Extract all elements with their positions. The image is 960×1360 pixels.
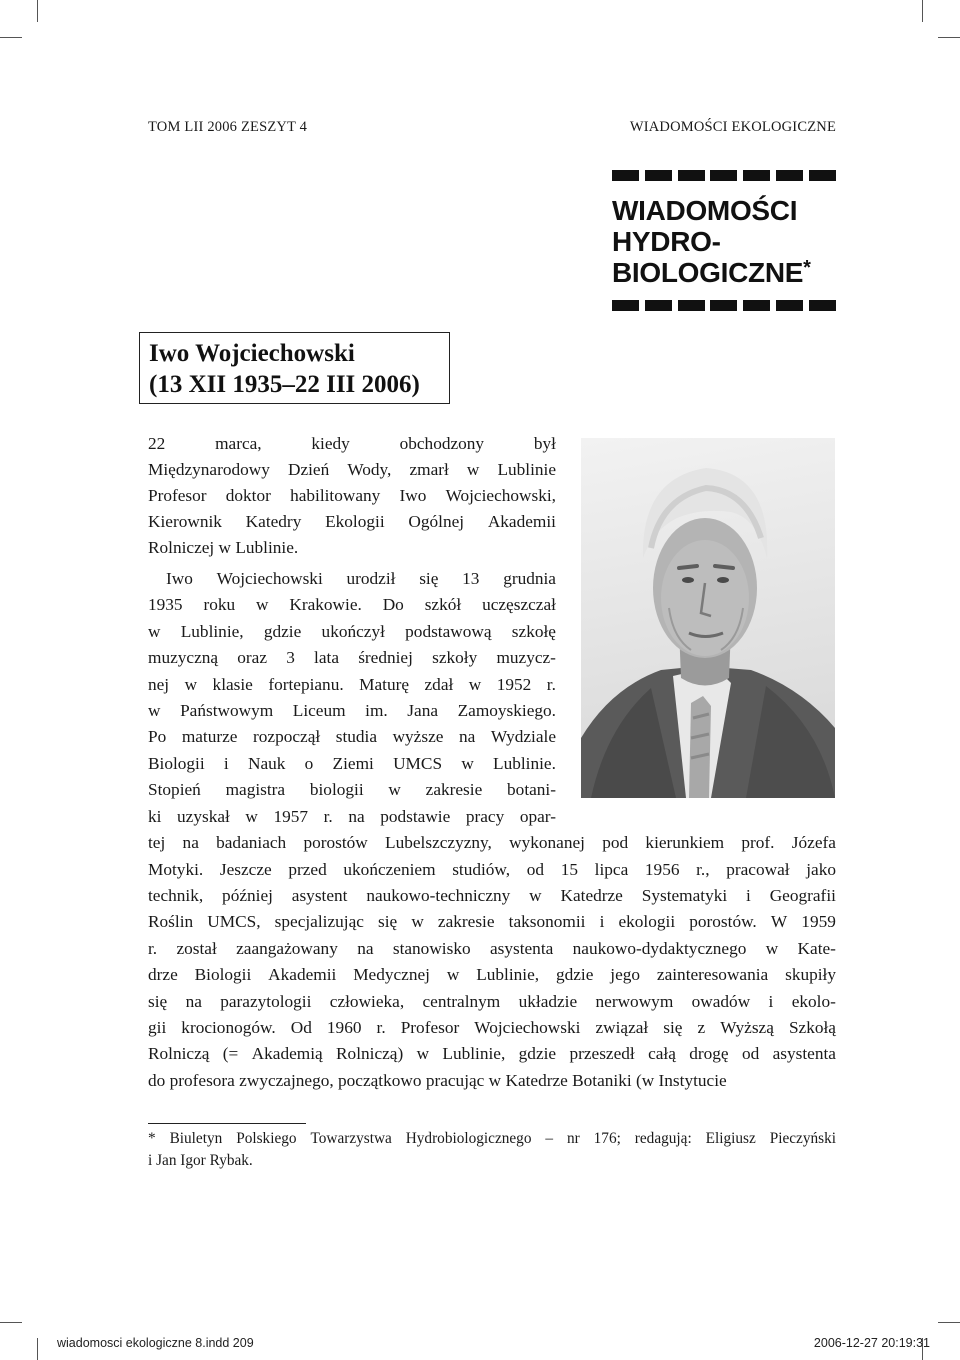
body-line: r. został zaangażowany na stanowisko asystenta naukowo-dydaktycznego w Kate-: [148, 939, 836, 958]
dash-rule-top: [612, 170, 836, 181]
body-line: technik, później asystent naukowo-techniczny w Katedrze Systematyki i Geografii: [148, 886, 836, 905]
body-line: Po maturze rozpoczął studia wyższe na Wydziale: [148, 727, 556, 746]
slug-timestamp: 2006-12-27 20:19:31: [813, 1336, 930, 1350]
body-line: do profesora zwyczajnego, początkowo pracując w Katedrze Botaniki (w Instytucie: [148, 1071, 727, 1090]
body-line: Kierownik Katedry Ekologii Ogólnej Akademii: [148, 512, 556, 531]
body-line: Stopień magistra biologii w zakresie botani-: [148, 780, 556, 799]
running-header-right: WIADOMOŚCI EKOLOGICZNE: [629, 119, 836, 135]
crop-mark: [0, 1322, 22, 1323]
crop-mark: [938, 37, 960, 38]
dash-rule-bottom: [612, 300, 836, 311]
body-line: Międzynarodowy Dzień Wody, zmarł w Lublinie: [148, 460, 556, 479]
slug-file: wiadomosci ekologiczne 8.indd 209: [57, 1336, 254, 1350]
body-line: Rolniczej w Lublinie.: [148, 538, 299, 557]
crop-mark: [37, 0, 38, 22]
body-line: w Państwowym Liceum im. Jana Zamoyskiego.: [148, 701, 556, 720]
footnote-line: * Biuletyn Polskiego Towarzystwa Hydrobiologicznego – nr 176; redagują: Eligiusz Pieczyński: [148, 1130, 836, 1147]
body-line: drze Biologii Akademii Medycznej w Lublinie, gdzie jego zainteresowania skupiły: [148, 965, 836, 984]
section-title: WIADOMOŚCI HYDRO- BIOLOGICZNE*: [612, 195, 811, 288]
body-line: Biologii i Nauk o Ziemi UMCS w Lublinie.: [148, 754, 556, 773]
footnote-line: i Jan Igor Rybak.: [148, 1152, 253, 1169]
body-line: gii krocionogów. Od 1960 r. Profesor Wojciechowski związał się z Wyższą Szkołą: [148, 1018, 836, 1037]
body-line: tej na badaniach porostów Lubelszczyzny, wykonanej pod kierunkiem prof. Józefa: [148, 833, 836, 852]
body-line: ki uzyskał w 1957 r. na podstawie pracy opar-: [148, 807, 556, 826]
body-line: muzyczną oraz 3 lata średniej szkoły muzycz-: [148, 648, 556, 667]
body-line: w Lublinie, gdzie ukończył podstawową szkołę: [148, 622, 556, 641]
article-title-dates: (13 XII 1935–22 III 2006): [149, 371, 420, 398]
body-line: się na parazytologii człowieka, centralnym układzie nerwowym owadów i ekolo-: [148, 992, 836, 1011]
footnote-rule: [148, 1123, 306, 1124]
body-line: nej w klasie fortepianu. Maturę zdał w 1952 r.: [148, 675, 556, 694]
body-line: Iwo Wojciechowski urodził się 13 grudnia: [166, 569, 556, 588]
crop-mark: [37, 1338, 38, 1360]
body-line: Roślin UMCS, specjalizując się w zakresie taksonomii i ekologii porostów. W 1959: [148, 912, 836, 931]
running-header-left: TOM LII 2006 ZESZYT 4: [148, 119, 308, 135]
body-line: 1935 roku w Krakowie. Do szkół uczęszczał: [148, 595, 556, 614]
crop-mark: [922, 0, 923, 22]
body-line: Profesor doktor habilitowany Iwo Wojciechowski,: [148, 486, 556, 505]
portrait-photo: [581, 438, 835, 798]
section-heading-block: [612, 170, 836, 311]
article-title-box: [139, 332, 450, 404]
body-line: 22 marca, kiedy obchodzony był: [148, 434, 556, 453]
crop-mark: [938, 1322, 960, 1323]
body-line: Motyki. Jeszcze przed ukończeniem studiów, od 15 lipca 1956 r., pracował jako: [148, 860, 836, 879]
footnote-marker: *: [803, 257, 811, 279]
article-title-name: Iwo Wojciechowski: [149, 340, 355, 367]
crop-mark: [0, 37, 22, 38]
body-line: Rolniczą (= Akademią Rolniczą) w Lublinie, gdzie przeszedł całą drogę od asystenta: [148, 1044, 836, 1063]
